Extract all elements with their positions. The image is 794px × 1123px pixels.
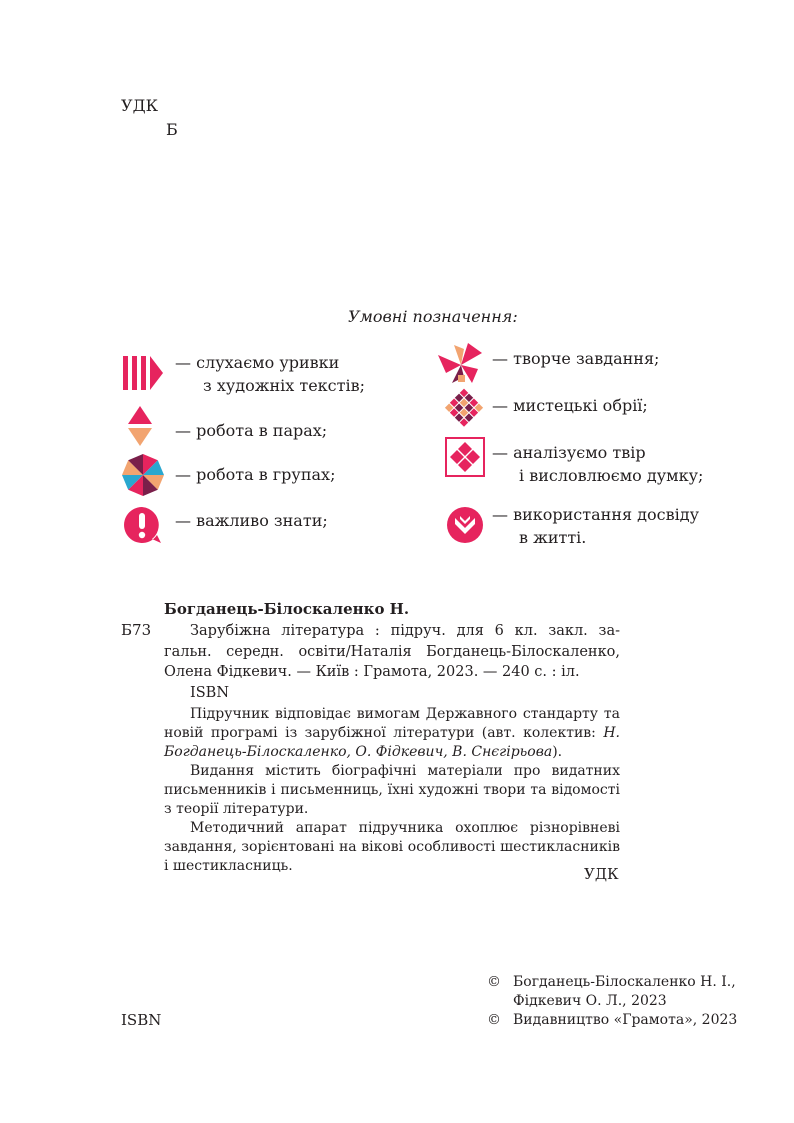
annotation-1-end: ). (552, 744, 563, 760)
annotation-2: Видання містить біографічні матеріали про видатних письменників і письменниць, їхні художні твори та відомості з теорії літератури. (164, 763, 620, 817)
bbk-top: Б (166, 120, 178, 139)
copyright-line-3: Видавництво «Грамота», 2023 (513, 1012, 738, 1028)
legend-label-group: — робота в групах; (175, 465, 336, 484)
legend-label-audio-1: — слухаємо уривки (175, 353, 340, 372)
copyright-symbol: © (487, 974, 501, 990)
legend-label-analysis-1: — аналізуємо твір (492, 443, 646, 462)
legend-label-analysis-2: і висловлюємо думку; (519, 466, 704, 485)
annotation-1-text: Підручник відповідає вимогам Державного стандарту та новій програмі із зарубіжної літератури (авт. колектив: (164, 706, 620, 741)
legend-label-important: — важливо знати; (175, 511, 328, 530)
analysis-icon (445, 437, 485, 477)
life-experience-icon (446, 506, 484, 544)
udc-top: УДК (121, 96, 158, 115)
isbn-bottom: ISBN (121, 1011, 162, 1029)
legend-label-life-2: в житті. (519, 528, 587, 547)
bib-line-3: Олена Фідкевич. — Київ : Грамота, 2023. — 240 с. : іл. (164, 664, 580, 680)
group-work-icon (122, 454, 164, 496)
pair-work-icon (127, 406, 153, 446)
bib-line-2: гальн. середн. освіти/Наталія Богданець-Білоскаленко, (164, 643, 620, 660)
art-horizons-icon (443, 387, 485, 427)
creative-task-icon (438, 343, 484, 385)
annotation-3: Методичний апарат підручника охоплює різнорівневі завдання, зорієнтовані на вікові особливості шестикласників і шестикласниць. (164, 820, 620, 874)
copyright-line-1: Богданець-Білоскаленко Н. І., (513, 974, 736, 990)
legend-label-life-1: — використання досвіду (492, 505, 699, 524)
audio-icon (123, 356, 163, 390)
catalog-code: Б73 (121, 621, 152, 639)
legend-label-audio-2: з художніх текстів; (203, 376, 365, 395)
legend-label-creative: — творче завдання; (492, 349, 660, 368)
copyright-block (487, 973, 737, 1030)
catalog-author: Богданець-Білоскаленко Н. (164, 600, 410, 618)
exclamation-icon (122, 505, 162, 545)
annotation-1 (164, 705, 620, 762)
catalog-isbn: ISBN (190, 684, 230, 701)
copyright-line-2: Фідкевич О. Л., 2023 (513, 993, 667, 1009)
legend-title: Умовні позначення: (348, 307, 518, 326)
catalog-udc: УДК (584, 865, 619, 883)
catalog-bibliography (164, 621, 620, 703)
annotation-1-authors: Н. Богданець-Білоскаленко, О. Фідкевич, В. Снєгірьова (164, 725, 620, 760)
legend-label-pair: — робота в парах; (175, 421, 328, 440)
catalog-annotation (164, 705, 620, 876)
bib-line-1: Зарубіжна література : підруч. для 6 кл. закл. за- (190, 623, 620, 639)
legend-label-art: — мистецькі обрії; (492, 396, 648, 415)
copyright-symbol-2: © (487, 1012, 501, 1028)
